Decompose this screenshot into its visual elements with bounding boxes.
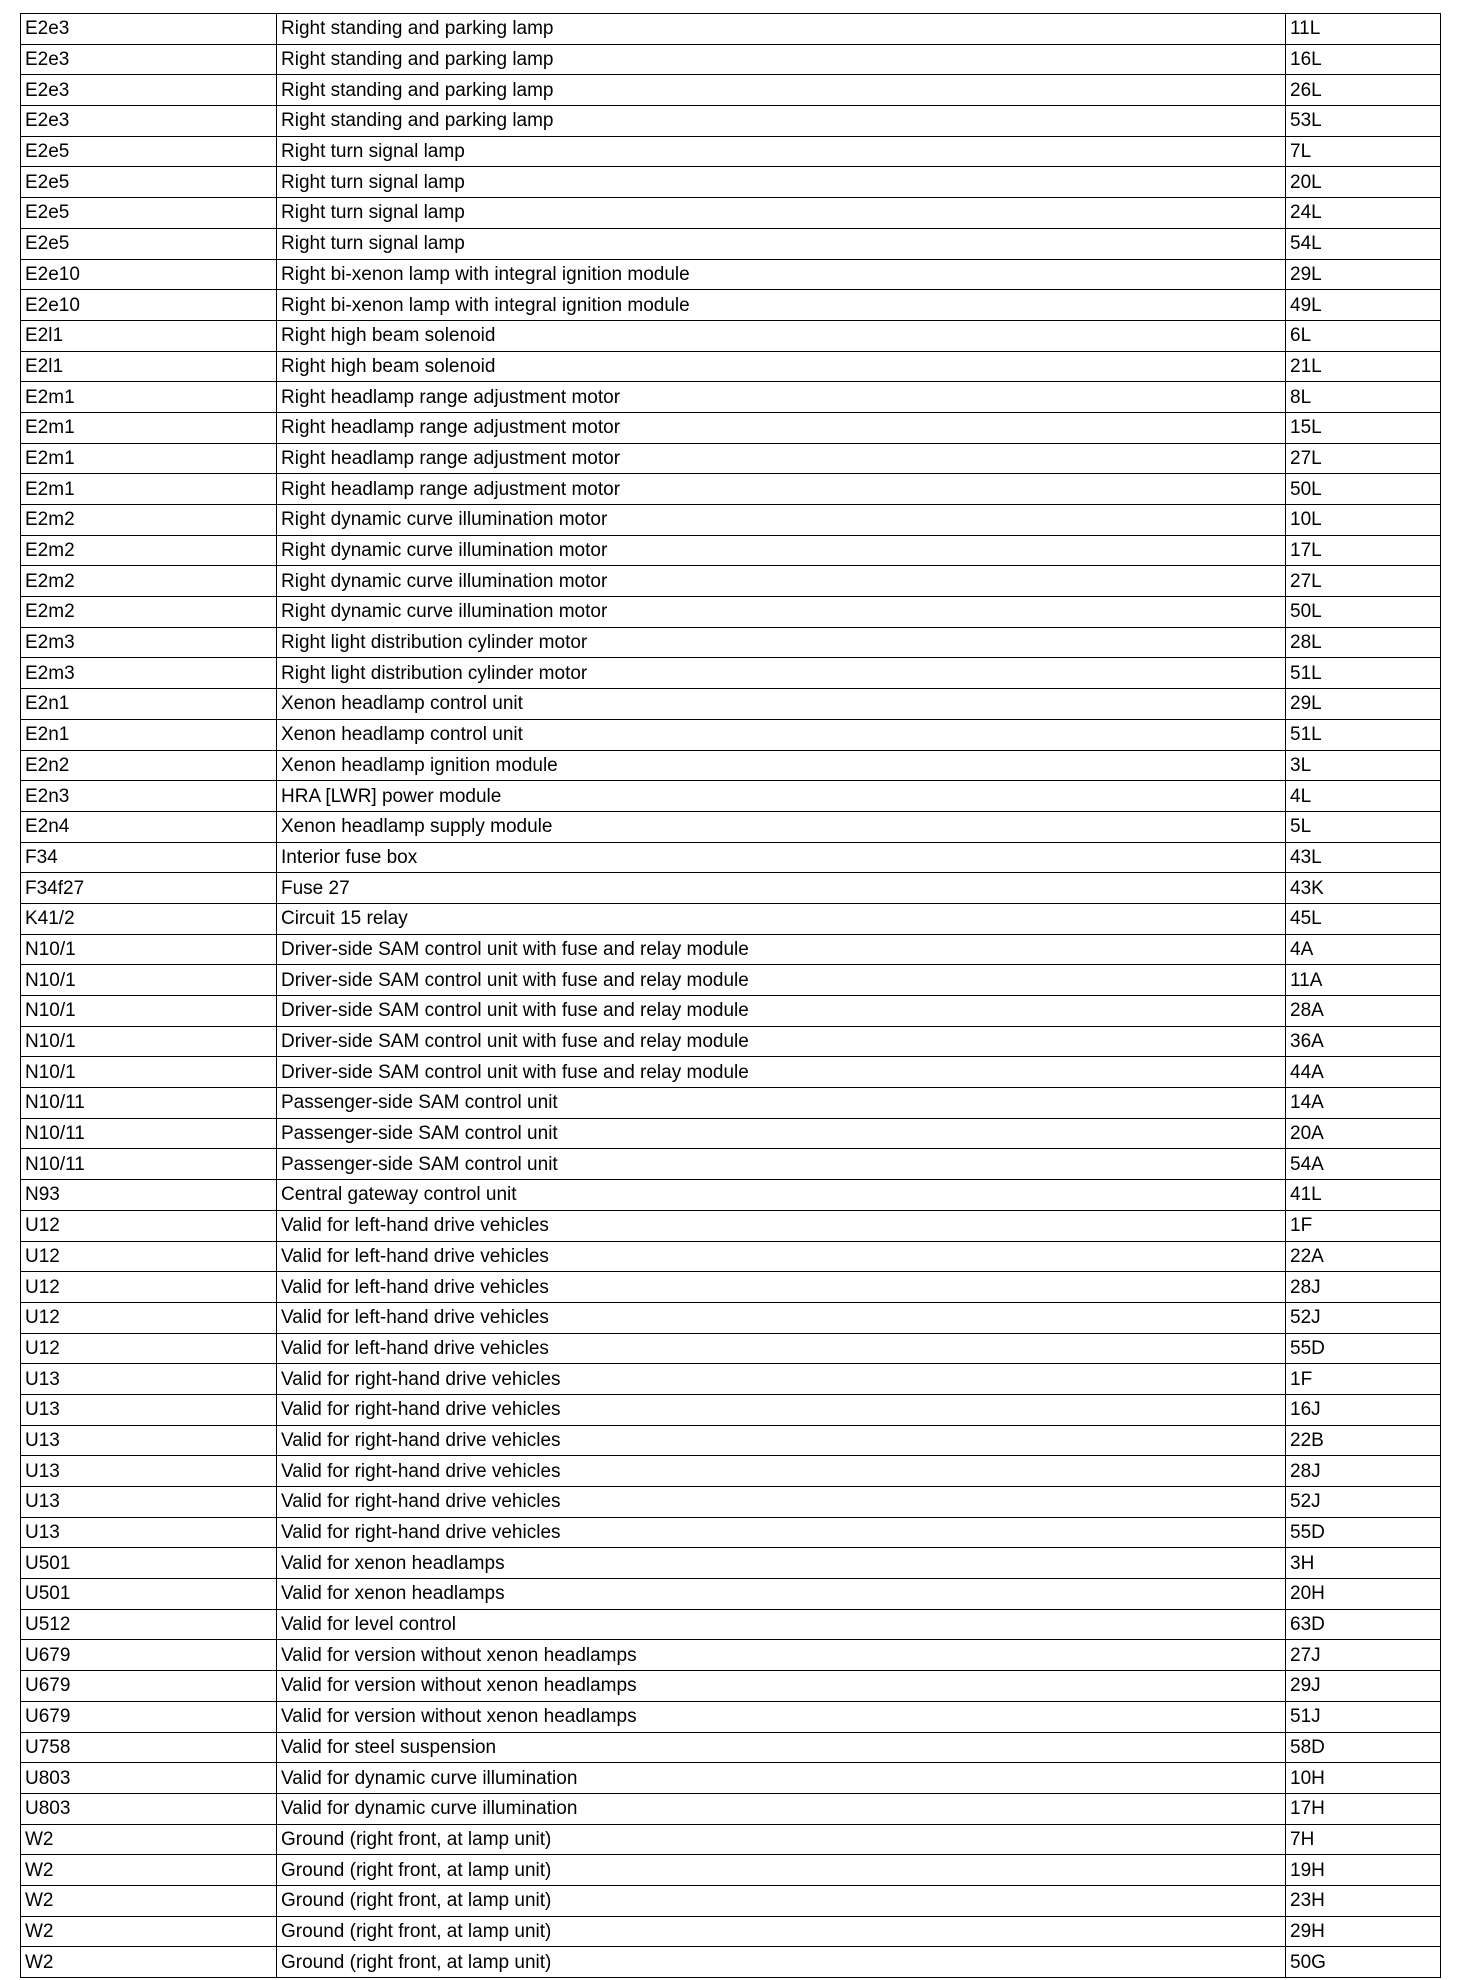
grid-location-cell: 50L [1286, 597, 1441, 628]
component-description-cell: Right turn signal lamp [277, 167, 1286, 198]
component-code-cell: K41/2 [21, 903, 277, 934]
component-code-cell: N93 [21, 1180, 277, 1211]
table-row [21, 873, 1441, 904]
table-row [21, 75, 1441, 106]
grid-location-cell: 7L [1286, 136, 1441, 167]
component-description-cell: Right standing and parking lamp [277, 75, 1286, 106]
component-description-cell: HRA [LWR] power module [277, 781, 1286, 812]
component-description-cell: Right standing and parking lamp [277, 106, 1286, 137]
grid-location-cell: 54A [1286, 1149, 1441, 1180]
component-description-cell: Driver-side SAM control unit with fuse and relay module [277, 1026, 1286, 1057]
table-row [21, 1333, 1441, 1364]
component-description-cell: Right bi-xenon lamp with integral ignition module [277, 259, 1286, 290]
table-row [21, 627, 1441, 658]
table-row [21, 1793, 1441, 1824]
grid-location-cell: 49L [1286, 290, 1441, 321]
table-row [21, 1210, 1441, 1241]
component-description-cell: Right high beam solenoid [277, 320, 1286, 351]
component-code-cell: U501 [21, 1579, 277, 1610]
component-code-cell: E2m3 [21, 658, 277, 689]
grid-location-cell: 58D [1286, 1732, 1441, 1763]
table-row [21, 228, 1441, 259]
table-row [21, 1763, 1441, 1794]
grid-location-cell: 4A [1286, 934, 1441, 965]
component-code-cell: U13 [21, 1425, 277, 1456]
component-code-cell: E2e5 [21, 198, 277, 229]
component-description-cell: Passenger-side SAM control unit [277, 1149, 1286, 1180]
component-code-cell: U13 [21, 1364, 277, 1395]
grid-location-cell: 22B [1286, 1425, 1441, 1456]
component-description-cell: Xenon headlamp control unit [277, 719, 1286, 750]
table-row [21, 1456, 1441, 1487]
grid-location-cell: 63D [1286, 1609, 1441, 1640]
component-code-cell: E2l1 [21, 320, 277, 351]
component-description-cell: Valid for version without xenon headlamps [277, 1671, 1286, 1702]
table-row [21, 1364, 1441, 1395]
grid-location-cell: 51L [1286, 658, 1441, 689]
table-row [21, 1579, 1441, 1610]
grid-location-cell: 43L [1286, 842, 1441, 873]
component-description-cell: Valid for right-hand drive vehicles [277, 1487, 1286, 1518]
component-location-table [20, 13, 1441, 1978]
component-description-cell: Valid for left-hand drive vehicles [277, 1333, 1286, 1364]
component-code-cell: E2n4 [21, 811, 277, 842]
table-row [21, 1149, 1441, 1180]
table-row [21, 351, 1441, 382]
component-description-cell: Right dynamic curve illumination motor [277, 535, 1286, 566]
grid-location-cell: 43K [1286, 873, 1441, 904]
table-row [21, 1517, 1441, 1548]
component-description-cell: Fuse 27 [277, 873, 1286, 904]
component-description-cell: Valid for right-hand drive vehicles [277, 1394, 1286, 1425]
component-code-cell: U13 [21, 1456, 277, 1487]
grid-location-cell: 28L [1286, 627, 1441, 658]
table-row [21, 965, 1441, 996]
grid-location-cell: 41L [1286, 1180, 1441, 1211]
grid-location-cell: 29L [1286, 259, 1441, 290]
table-row [21, 689, 1441, 720]
component-description-cell: Right turn signal lamp [277, 198, 1286, 229]
grid-location-cell: 24L [1286, 198, 1441, 229]
grid-location-cell: 29J [1286, 1671, 1441, 1702]
grid-location-cell: 29L [1286, 689, 1441, 720]
component-code-cell: E2m2 [21, 505, 277, 536]
table-row [21, 996, 1441, 1027]
grid-location-cell: 8L [1286, 382, 1441, 413]
grid-location-cell: 26L [1286, 75, 1441, 106]
component-description-cell: Right light distribution cylinder motor [277, 658, 1286, 689]
grid-location-cell: 28J [1286, 1272, 1441, 1303]
component-code-cell: W2 [21, 1947, 277, 1978]
grid-location-cell: 17H [1286, 1793, 1441, 1824]
component-code-cell: W2 [21, 1855, 277, 1886]
table-row [21, 1057, 1441, 1088]
component-code-cell: U501 [21, 1548, 277, 1579]
component-code-cell: U803 [21, 1793, 277, 1824]
grid-location-cell: 50G [1286, 1947, 1441, 1978]
grid-location-cell: 3H [1286, 1548, 1441, 1579]
grid-location-cell: 50L [1286, 474, 1441, 505]
component-description-cell: Valid for right-hand drive vehicles [277, 1456, 1286, 1487]
component-code-cell: W2 [21, 1824, 277, 1855]
table-row [21, 443, 1441, 474]
grid-location-cell: 23H [1286, 1885, 1441, 1916]
table-row [21, 14, 1441, 45]
grid-location-cell: 11A [1286, 965, 1441, 996]
table-row [21, 1640, 1441, 1671]
component-description-cell: Right bi-xenon lamp with integral ignition module [277, 290, 1286, 321]
component-description-cell: Passenger-side SAM control unit [277, 1118, 1286, 1149]
component-description-cell: Driver-side SAM control unit with fuse and relay module [277, 996, 1286, 1027]
component-code-cell: N10/11 [21, 1118, 277, 1149]
grid-location-cell: 5L [1286, 811, 1441, 842]
table-row [21, 1425, 1441, 1456]
grid-location-cell: 1F [1286, 1210, 1441, 1241]
table-row [21, 505, 1441, 536]
table-row [21, 1180, 1441, 1211]
component-description-cell: Right turn signal lamp [277, 228, 1286, 259]
component-code-cell: E2e5 [21, 228, 277, 259]
component-code-cell: E2e3 [21, 106, 277, 137]
table-row [21, 1026, 1441, 1057]
table-row [21, 44, 1441, 75]
component-code-cell: E2e5 [21, 167, 277, 198]
grid-location-cell: 55D [1286, 1517, 1441, 1548]
grid-location-cell: 55D [1286, 1333, 1441, 1364]
component-description-cell: Right light distribution cylinder motor [277, 627, 1286, 658]
grid-location-cell: 14A [1286, 1088, 1441, 1119]
component-code-cell: U12 [21, 1302, 277, 1333]
component-code-cell: E2n1 [21, 689, 277, 720]
component-code-cell: W2 [21, 1885, 277, 1916]
table-row [21, 136, 1441, 167]
component-description-cell: Xenon headlamp ignition module [277, 750, 1286, 781]
component-code-cell: E2m3 [21, 627, 277, 658]
component-code-cell: E2e5 [21, 136, 277, 167]
component-description-cell: Valid for left-hand drive vehicles [277, 1302, 1286, 1333]
component-code-cell: U679 [21, 1640, 277, 1671]
table-row [21, 1916, 1441, 1947]
component-description-cell: Valid for left-hand drive vehicles [277, 1272, 1286, 1303]
component-description-cell: Ground (right front, at lamp unit) [277, 1824, 1286, 1855]
component-code-cell: N10/1 [21, 996, 277, 1027]
component-description-cell: Right headlamp range adjustment motor [277, 382, 1286, 413]
grid-location-cell: 15L [1286, 412, 1441, 443]
component-description-cell: Valid for version without xenon headlamps [277, 1640, 1286, 1671]
component-code-cell: U12 [21, 1241, 277, 1272]
table-row [21, 382, 1441, 413]
component-code-cell: N10/1 [21, 1026, 277, 1057]
table-row [21, 934, 1441, 965]
table-row [21, 750, 1441, 781]
component-code-cell: E2n2 [21, 750, 277, 781]
grid-location-cell: 1F [1286, 1364, 1441, 1395]
component-code-cell: U803 [21, 1763, 277, 1794]
component-description-cell: Valid for left-hand drive vehicles [277, 1241, 1286, 1272]
grid-location-cell: 10L [1286, 505, 1441, 536]
component-code-cell: U512 [21, 1609, 277, 1640]
table-row [21, 1118, 1441, 1149]
component-code-cell: E2e3 [21, 75, 277, 106]
table-row [21, 474, 1441, 505]
table-row [21, 198, 1441, 229]
component-description-cell: Ground (right front, at lamp unit) [277, 1855, 1286, 1886]
grid-location-cell: 51J [1286, 1701, 1441, 1732]
component-code-cell: E2e10 [21, 259, 277, 290]
grid-location-cell: 19H [1286, 1855, 1441, 1886]
table-row [21, 1885, 1441, 1916]
component-description-cell: Right headlamp range adjustment motor [277, 443, 1286, 474]
component-description-cell: Valid for right-hand drive vehicles [277, 1517, 1286, 1548]
table-row [21, 566, 1441, 597]
component-code-cell: E2m1 [21, 443, 277, 474]
grid-location-cell: 51L [1286, 719, 1441, 750]
component-description-cell: Driver-side SAM control unit with fuse and relay module [277, 965, 1286, 996]
table-row [21, 597, 1441, 628]
grid-location-cell: 16L [1286, 44, 1441, 75]
grid-location-cell: 52J [1286, 1487, 1441, 1518]
grid-location-cell: 29H [1286, 1916, 1441, 1947]
table-row [21, 842, 1441, 873]
grid-location-cell: 36A [1286, 1026, 1441, 1057]
component-code-cell: N10/11 [21, 1149, 277, 1180]
component-description-cell: Right dynamic curve illumination motor [277, 566, 1286, 597]
component-description-cell: Right dynamic curve illumination motor [277, 597, 1286, 628]
table-row [21, 290, 1441, 321]
component-description-cell: Valid for xenon headlamps [277, 1548, 1286, 1579]
grid-location-cell: 3L [1286, 750, 1441, 781]
table-row [21, 1487, 1441, 1518]
component-code-cell: U12 [21, 1272, 277, 1303]
component-description-cell: Valid for level control [277, 1609, 1286, 1640]
component-code-cell: W2 [21, 1916, 277, 1947]
grid-location-cell: 53L [1286, 106, 1441, 137]
component-code-cell: U679 [21, 1671, 277, 1702]
component-code-cell: E2m1 [21, 382, 277, 413]
table-row [21, 259, 1441, 290]
component-description-cell: Ground (right front, at lamp unit) [277, 1947, 1286, 1978]
component-code-cell: N10/1 [21, 934, 277, 965]
component-code-cell: U13 [21, 1517, 277, 1548]
component-description-cell: Valid for left-hand drive vehicles [277, 1210, 1286, 1241]
component-code-cell: U679 [21, 1701, 277, 1732]
table-row [21, 719, 1441, 750]
component-description-cell: Xenon headlamp supply module [277, 811, 1286, 842]
component-description-cell: Valid for steel suspension [277, 1732, 1286, 1763]
component-code-cell: E2n3 [21, 781, 277, 812]
component-description-cell: Right standing and parking lamp [277, 44, 1286, 75]
component-description-cell: Valid for dynamic curve illumination [277, 1763, 1286, 1794]
component-code-cell: E2m2 [21, 566, 277, 597]
table-row [21, 658, 1441, 689]
grid-location-cell: 11L [1286, 14, 1441, 45]
grid-location-cell: 16J [1286, 1394, 1441, 1425]
component-code-cell: F34f27 [21, 873, 277, 904]
component-description-cell: Xenon headlamp control unit [277, 689, 1286, 720]
table-row [21, 811, 1441, 842]
component-description-cell: Right turn signal lamp [277, 136, 1286, 167]
table-row [21, 106, 1441, 137]
grid-location-cell: 52J [1286, 1302, 1441, 1333]
component-description-cell: Valid for xenon headlamps [277, 1579, 1286, 1610]
component-description-cell: Valid for right-hand drive vehicles [277, 1425, 1286, 1456]
table-row [21, 1394, 1441, 1425]
component-code-cell: E2e3 [21, 44, 277, 75]
component-description-cell: Right headlamp range adjustment motor [277, 474, 1286, 505]
table-row [21, 167, 1441, 198]
component-description-cell: Driver-side SAM control unit with fuse and relay module [277, 1057, 1286, 1088]
grid-location-cell: 20H [1286, 1579, 1441, 1610]
table-row [21, 1701, 1441, 1732]
component-code-cell: E2l1 [21, 351, 277, 382]
component-description-cell: Valid for dynamic curve illumination [277, 1793, 1286, 1824]
component-description-cell: Valid for version without xenon headlamps [277, 1701, 1286, 1732]
table-body [21, 14, 1441, 1978]
table-row [21, 1671, 1441, 1702]
grid-location-cell: 20L [1286, 167, 1441, 198]
table-row [21, 1088, 1441, 1119]
component-description-cell: Valid for right-hand drive vehicles [277, 1364, 1286, 1395]
component-code-cell: E2m2 [21, 597, 277, 628]
grid-location-cell: 54L [1286, 228, 1441, 259]
table-row [21, 1732, 1441, 1763]
component-code-cell: E2e10 [21, 290, 277, 321]
component-description-cell: Passenger-side SAM control unit [277, 1088, 1286, 1119]
grid-location-cell: 20A [1286, 1118, 1441, 1149]
table-row [21, 1947, 1441, 1978]
table-row [21, 1241, 1441, 1272]
grid-location-cell: 10H [1286, 1763, 1441, 1794]
component-code-cell: E2m2 [21, 535, 277, 566]
grid-location-cell: 27L [1286, 566, 1441, 597]
table-row [21, 1824, 1441, 1855]
component-code-cell: U13 [21, 1394, 277, 1425]
table-row [21, 535, 1441, 566]
component-description-cell: Interior fuse box [277, 842, 1286, 873]
component-description-cell: Ground (right front, at lamp unit) [277, 1916, 1286, 1947]
grid-location-cell: 21L [1286, 351, 1441, 382]
component-code-cell: U758 [21, 1732, 277, 1763]
table-row [21, 1548, 1441, 1579]
table-row [21, 903, 1441, 934]
grid-location-cell: 27J [1286, 1640, 1441, 1671]
component-description-cell: Right standing and parking lamp [277, 14, 1286, 45]
component-code-cell: E2m1 [21, 474, 277, 505]
component-description-cell: Right high beam solenoid [277, 351, 1286, 382]
component-description-cell: Circuit 15 relay [277, 903, 1286, 934]
grid-location-cell: 17L [1286, 535, 1441, 566]
grid-location-cell: 45L [1286, 903, 1441, 934]
component-description-cell: Right dynamic curve illumination motor [277, 505, 1286, 536]
table-row [21, 1855, 1441, 1886]
grid-location-cell: 44A [1286, 1057, 1441, 1088]
component-code-cell: U12 [21, 1333, 277, 1364]
grid-location-cell: 4L [1286, 781, 1441, 812]
component-description-cell: Central gateway control unit [277, 1180, 1286, 1211]
component-code-cell: E2e3 [21, 14, 277, 45]
grid-location-cell: 6L [1286, 320, 1441, 351]
component-code-cell: E2n1 [21, 719, 277, 750]
component-code-cell: N10/1 [21, 1057, 277, 1088]
component-code-cell: E2m1 [21, 412, 277, 443]
component-description-cell: Driver-side SAM control unit with fuse and relay module [277, 934, 1286, 965]
table-row [21, 412, 1441, 443]
table-row [21, 781, 1441, 812]
component-code-cell: N10/1 [21, 965, 277, 996]
table-row [21, 1609, 1441, 1640]
component-code-cell: N10/11 [21, 1088, 277, 1119]
component-description-cell: Right headlamp range adjustment motor [277, 412, 1286, 443]
table-row [21, 1272, 1441, 1303]
component-description-cell: Ground (right front, at lamp unit) [277, 1885, 1286, 1916]
grid-location-cell: 7H [1286, 1824, 1441, 1855]
table-row [21, 1302, 1441, 1333]
grid-location-cell: 27L [1286, 443, 1441, 474]
table-row [21, 320, 1441, 351]
component-code-cell: F34 [21, 842, 277, 873]
component-code-cell: U12 [21, 1210, 277, 1241]
grid-location-cell: 22A [1286, 1241, 1441, 1272]
component-code-cell: U13 [21, 1487, 277, 1518]
grid-location-cell: 28A [1286, 996, 1441, 1027]
grid-location-cell: 28J [1286, 1456, 1441, 1487]
